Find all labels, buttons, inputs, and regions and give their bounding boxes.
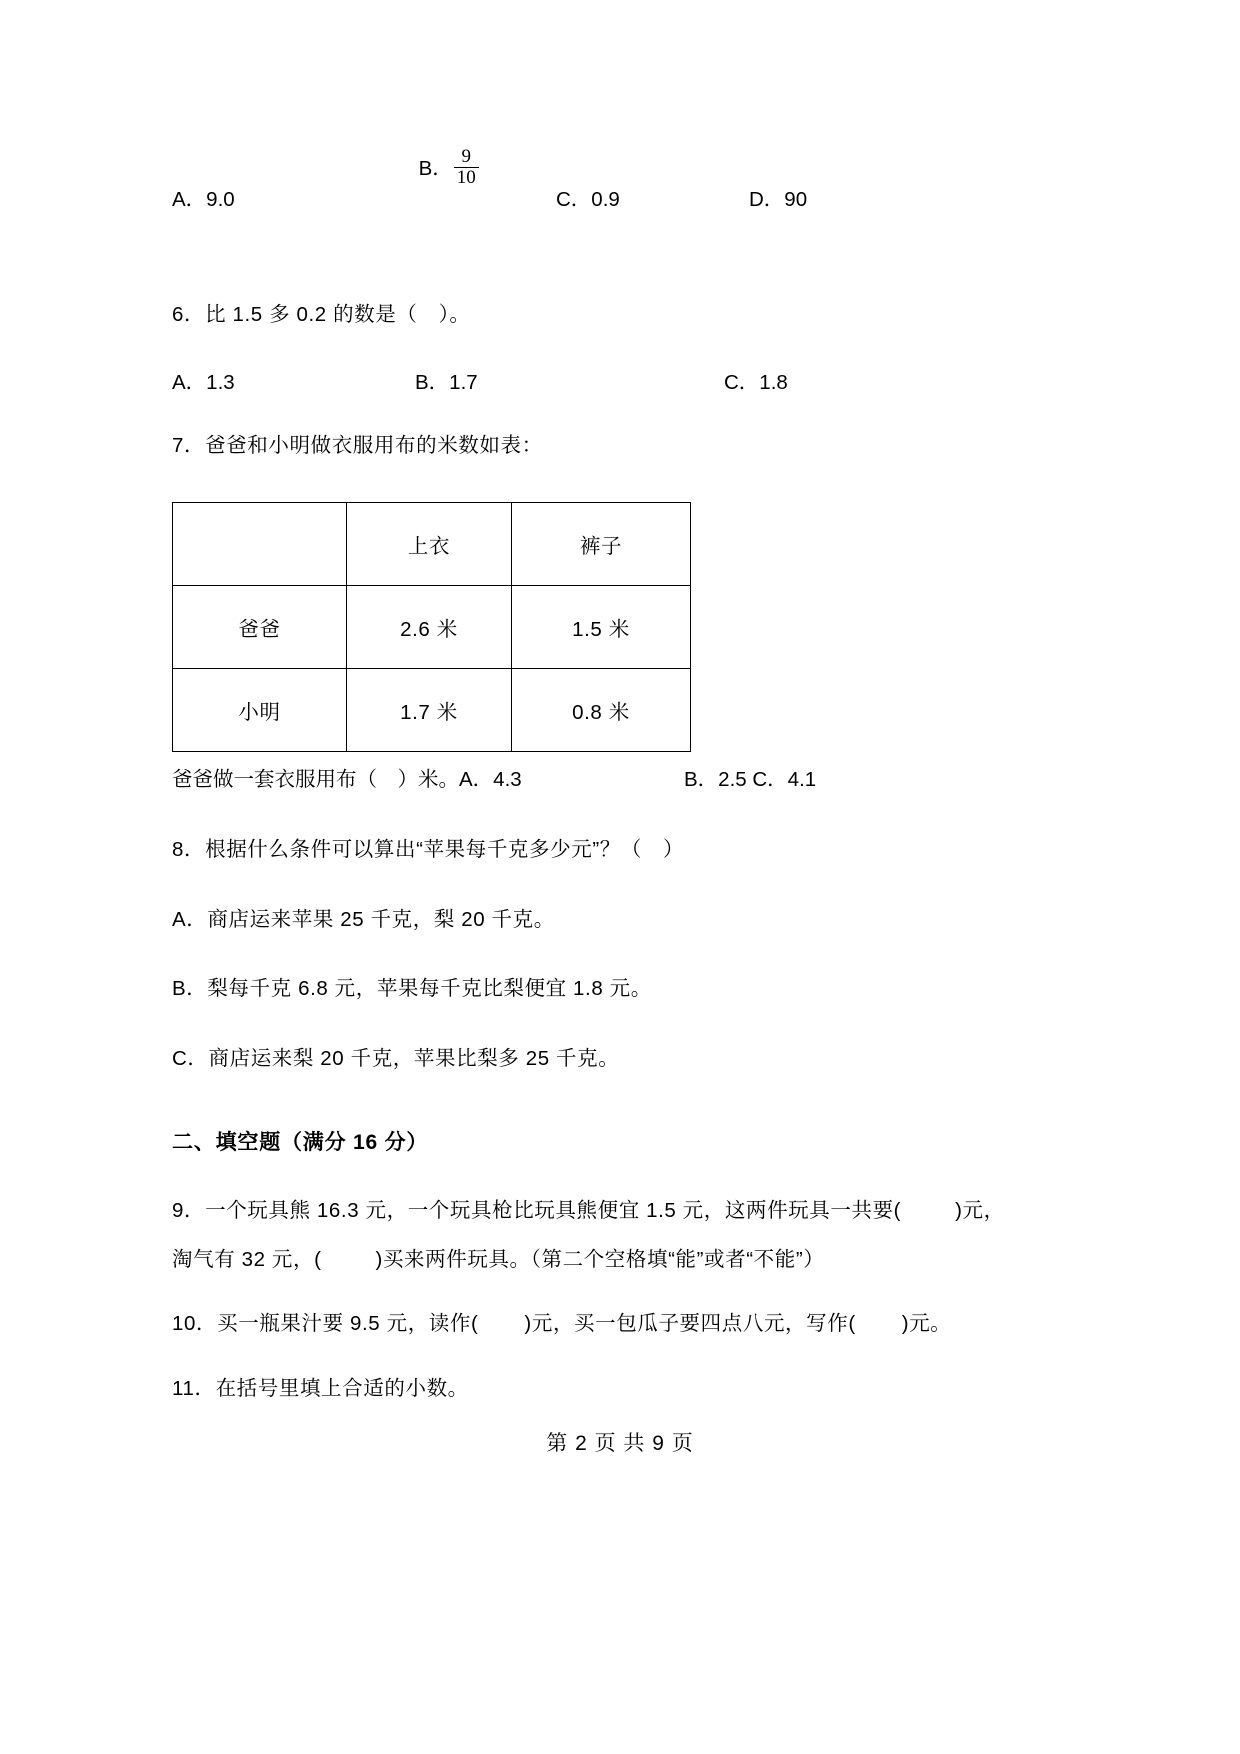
table-header-shangyi: 上衣 bbox=[347, 503, 512, 586]
q7-sub-stem: 爸爸做一套衣服用布（ ）米。A．4.3 bbox=[172, 768, 522, 791]
fraction-numerator: 9 bbox=[461, 145, 472, 167]
table-cell-pants: 1.5 米 bbox=[512, 586, 691, 669]
q8-option-a[interactable]: A．商店运来苹果 25 千克，梨 20 千克。 bbox=[172, 907, 555, 931]
page-footer: 第 2 页 共 9 页 bbox=[546, 1432, 694, 1455]
table-cell-person: 小明 bbox=[173, 669, 347, 752]
q5-option-d[interactable]: D．90 bbox=[749, 188, 808, 211]
q6-option-a[interactable]: A．1.3 bbox=[172, 370, 235, 394]
table-cell-top: 1.7 米 bbox=[347, 669, 512, 752]
q8-option-b[interactable]: B．梨每千克 6.8 元，苹果每千克比梨便宜 1.8 元。 bbox=[172, 977, 652, 1000]
q6-stem: 6．比 1.5 多 0.2 的数是（ ）。 bbox=[172, 303, 471, 326]
table-cell-top: 2.6 米 bbox=[347, 586, 512, 669]
q10-line bbox=[172, 1314, 1072, 1335]
q11-stem: 11．在括号里填上合适的小数。 bbox=[172, 1376, 469, 1400]
q9-line2-text-before-blank: 淘气有 32 元，( bbox=[172, 1247, 322, 1271]
cloth-usage-table bbox=[172, 502, 691, 752]
q6-options-row bbox=[172, 369, 1072, 395]
q5-option-a[interactable]: A．9.0 bbox=[172, 188, 235, 211]
q6-option-c[interactable]: C．1.8 bbox=[724, 370, 788, 394]
table-header-row bbox=[173, 503, 691, 586]
table-header-kuzi: 裤子 bbox=[512, 503, 691, 586]
q9-line-2 bbox=[172, 1247, 1072, 1271]
section-two-title: 二、填空题（满分 16 分） bbox=[172, 1131, 429, 1154]
q10-text-2: )元，买一包瓜子要四点八元，写作( bbox=[524, 1312, 856, 1335]
q7-sub-options-right[interactable]: B．2.5 C．4.1 bbox=[684, 768, 817, 791]
q5-option-b[interactable] bbox=[373, 123, 480, 212]
table-header-corner bbox=[173, 503, 347, 586]
q9-line-1 bbox=[172, 1201, 1072, 1222]
q8-option-c[interactable]: C．商店运来梨 20 千克，苹果比梨多 25 千克。 bbox=[172, 1046, 620, 1070]
q9-line2-text-after-blank: )买来两件玩具。（第二个空格填“能”或者“不能”） bbox=[375, 1247, 825, 1271]
q8-stem: 8．根据什么条件可以算出“苹果每千克多少元”？（ ） bbox=[172, 838, 685, 861]
q6-option-b[interactable]: B．1.7 bbox=[415, 370, 478, 394]
q5-option-b-prefix: B． bbox=[418, 156, 453, 180]
q10-text-1: 10．买一瓶果汁要 9.5 元，读作( bbox=[172, 1312, 479, 1335]
q5-option-c[interactable]: C．0.9 bbox=[556, 188, 620, 211]
q9-line1-text-before-blank: 9．一个玩具熊 16.3 元，一个玩具枪比玩具熊便宜 1.5 元，这两件玩具一共要( bbox=[172, 1199, 902, 1222]
fraction-denominator: 10 bbox=[454, 167, 479, 188]
q7-sub-row bbox=[172, 766, 1072, 792]
table-cell-person: 爸爸 bbox=[173, 586, 347, 669]
table-row bbox=[173, 669, 691, 752]
table-cell-pants: 0.8 米 bbox=[512, 669, 691, 752]
q10-text-3: )元。 bbox=[901, 1312, 952, 1335]
q5-options-row bbox=[172, 138, 1072, 212]
table-row bbox=[173, 586, 691, 669]
page-content bbox=[172, 0, 1072, 1399]
q7-stem: 7．爸爸和小明做衣服用布的米数如表： bbox=[172, 433, 543, 457]
q9-line1-text-after-blank: )元， bbox=[955, 1199, 1005, 1222]
fraction-nine-tenths bbox=[454, 147, 479, 188]
